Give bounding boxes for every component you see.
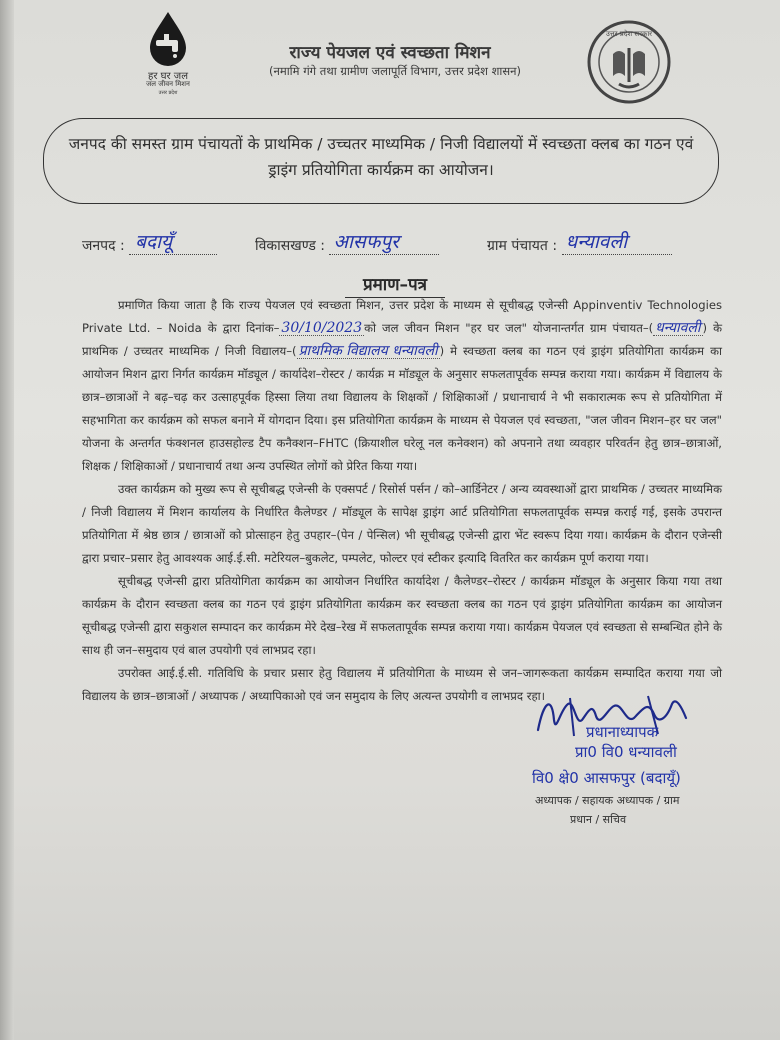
stamp-designation: प्रधानाध्यापक bbox=[586, 723, 659, 741]
program-topic-box: जनपद की समस्त ग्राम पंचायतों के प्राथमिक / उच्चतर माध्यमिक / निजी विद्यालयों में स्वच्छता क्लब का गठन एवं ड्राइंग प्रतियोगिता कार्यक्रम का आयोजन। bbox=[43, 118, 719, 204]
logo-caption-3: उत्तर प्रदेश bbox=[158, 90, 178, 96]
panchayat-label: ग्राम पंचायत : bbox=[487, 238, 558, 254]
water-drop-tap-icon bbox=[144, 10, 192, 66]
signatory-role-line-2: प्रधान / सचिव bbox=[570, 813, 627, 826]
page-edge bbox=[0, 0, 14, 1040]
panchayat-fill-line bbox=[562, 228, 672, 255]
signatory-role-line-1: अध्यापक / सहायक अध्यापक / ग्राम bbox=[535, 794, 680, 807]
p1-text-b: को जल जीवन मिशन "हर घर जल" योजनान्तर्गत ग्राम पंचायत–( bbox=[364, 321, 654, 335]
har-ghar-jal-logo bbox=[128, 10, 208, 95]
school-name: प्राथमिक विद्यालय धन्यावली bbox=[298, 343, 438, 359]
district-fill-line bbox=[129, 228, 217, 255]
seal-text: उत्तर प्रदेश सरकार bbox=[605, 30, 653, 38]
block-value: आसफपुर bbox=[333, 231, 399, 253]
district-field bbox=[82, 228, 217, 255]
event-date: 30/10/2023 bbox=[281, 320, 363, 336]
district-value: बदायूँ bbox=[135, 231, 173, 253]
certificate-paragraph-2: उक्त कार्यक्रम को मुख्य रूप से सूचीबद्ध एजेन्सी के एक्सपर्ट / रिसोर्स पर्सन / को–आर्डिनेटर / अन्य व्यवस्थाओं द्वारा प्राथमिक / उच्चतर माध्यमिक / निजी विद्यालय में मिशन कार्यालय के निर्धारित कैलेण्डर / मॉड्यूल के सापेक्ष ड्राइंग आर्ट प्रतियोगिता सफलतापूर्वक सम्पन्न कराई गई, इसके उपरान्त प्रतियोगिता में श्रेष्ठ छात्र / छात्राओं को प्रोत्साहन हेतु उपहार–(पेन / पेन्सिल) भी सूचीबद्ध एजेन्सी द्वारा भेंट स्वरूप दिया गया। कार्यक्रम के दौरान एजेन्सी द्वारा प्रचार–प्रसार हेतु आवश्यक आई.ई.सी. मटेरियल–बुकलेट, पम्पलेट, फोल्टर एवं स्टीकर इत्यादि वितरित कर कार्यक्रम पूर्ण कराया गया। bbox=[82, 482, 722, 565]
certificate-paragraph-1 bbox=[82, 294, 722, 478]
gram-panchayat-name: धन्यावली bbox=[655, 320, 701, 336]
stamp-area: वि0 क्षे0 आसफपुर (बदायूँ) bbox=[532, 769, 681, 787]
p1-text-c: ) के प्राथमिक / उच्चतर माध्यमिक / निजी विद्यालय–( bbox=[82, 321, 722, 358]
mission-subtitle: (नमामि गंगे तथा ग्रामीण जलापूर्ति विभाग, उत्तर प्रदेश शासन) bbox=[268, 64, 522, 78]
block-label: विकासखण्ड : bbox=[255, 238, 326, 254]
block-fill-line bbox=[329, 228, 439, 255]
stamp-school: प्रा0 वि0 धन्यावली bbox=[575, 743, 677, 761]
logo-caption-1: हर घर जल bbox=[148, 71, 188, 82]
certificate-title: प्रमाण–पत्र bbox=[345, 272, 445, 298]
panchayat-value: धन्यावली bbox=[565, 231, 628, 253]
p1-text-d: ) मे स्वच्छता क्लब का गठन एवं ड्राइंग प्रतियोगिता कार्यक्रम का आयोजन मिशन द्वारा निर्गत कार्यक्रम मॉड्यूल / कार्यादेश–रोस्टर / कार्यक्र म मॉड्यूल के अनुसार सफलतापूर्वक सम्पन्न कराया गया। कार्यक्रम में विद्यालय के छात्र–छात्राओं ने बढ़–चढ़ कर उत्साहपूर्वक हिस्सा लिया तथा विद्यालय के शिक्षकों / शिक्षिकाओं / प्रधानाचार्य ने भी सकारात्मक रूप से प्रतियोगिता में सहभागिता कर कार्यक्रम को सफल बनाने में योगदान दिया। इस प्रतियोगिता कार्यक्रम के माध्यम से पेयजल एवं स्वच्छता, "जल जीवन मिशन–हर घर जल" योजना के अन्तर्गत फंक्शनल हाउसहोल्ड टैप कनैक्शन–FHTC (क्रियाशील घरेलू नल कनेक्शन) को अपनाने तथा व्यवहार परिवर्तन हेतु छात्र–छात्राओं, शिक्षक / शिक्षिकाओं / प्रधानाचार्य तथा अन्य उपस्थित लोगों को प्रेरित किया गया। bbox=[82, 344, 722, 473]
mission-title: राज्य पेयजल एवं स्वच्छता मिशन bbox=[289, 43, 491, 63]
up-government-seal bbox=[585, 18, 673, 106]
block-field bbox=[255, 228, 439, 255]
logo-caption-2: जल जीवन मिशन bbox=[146, 80, 190, 88]
p1-text-a: प्रमाणित किया जाता है कि राज्य पेयजल एवं स्वच्छता मिशन, उत्तर प्रदेश के माध्यम से सूचीबद्ध एजेन्सी Appinventiv Technologies Private Ltd. – Noida के द्वारा दिनांक– bbox=[82, 298, 722, 335]
district-label: जनपद : bbox=[82, 238, 125, 254]
certificate-paragraph-4: उपरोक्त आई.ई.सी. गतिविधि के प्रचार प्रसार हेतु विद्यालय में प्रतियोगिता के माध्यम से जन–जागरूकता कार्यक्रम सम्पादित कराया गया जो विद्यालय के छात्र–छात्राओं / अध्यापक / अध्यापिकाओ एवं जन समुदाय के लिए अत्यन्त उपयोगी व लाभप्रद रहा। bbox=[82, 666, 722, 703]
panchayat-field bbox=[487, 228, 672, 255]
certificate-paragraph-3: सूचीबद्ध एजेन्सी द्वारा प्रतियोगिता कार्यक्रम का आयोजन निर्धारित कार्यादेश / कैलेण्डर–रोस्टर / कार्यक्रम मॉड्यूल के अनुसार किया गया तथा कार्यक्रम के दौरान स्वच्छता क्लब का गठन एवं ड्राइंग प्रतियोगिता कार्यक्रम कर स्वच्छता क्लब का गठन एवं ड्राइंग प्रतियोगिता कार्यक्रम का आयोजन सूचीबद्ध एजेन्सी द्वारा सकुशल सम्पादन कर कार्यक्रम मेरे देख–रेख में सफलतापूर्वक सम्पन्न कराया गया। कार्यक्रम पेयजल एवं स्वच्छता से सम्बन्धित होने के साथ ही जन–समुदाय एवं बाल उपयोगी एवं लाभप्रद रहा। bbox=[82, 574, 722, 657]
